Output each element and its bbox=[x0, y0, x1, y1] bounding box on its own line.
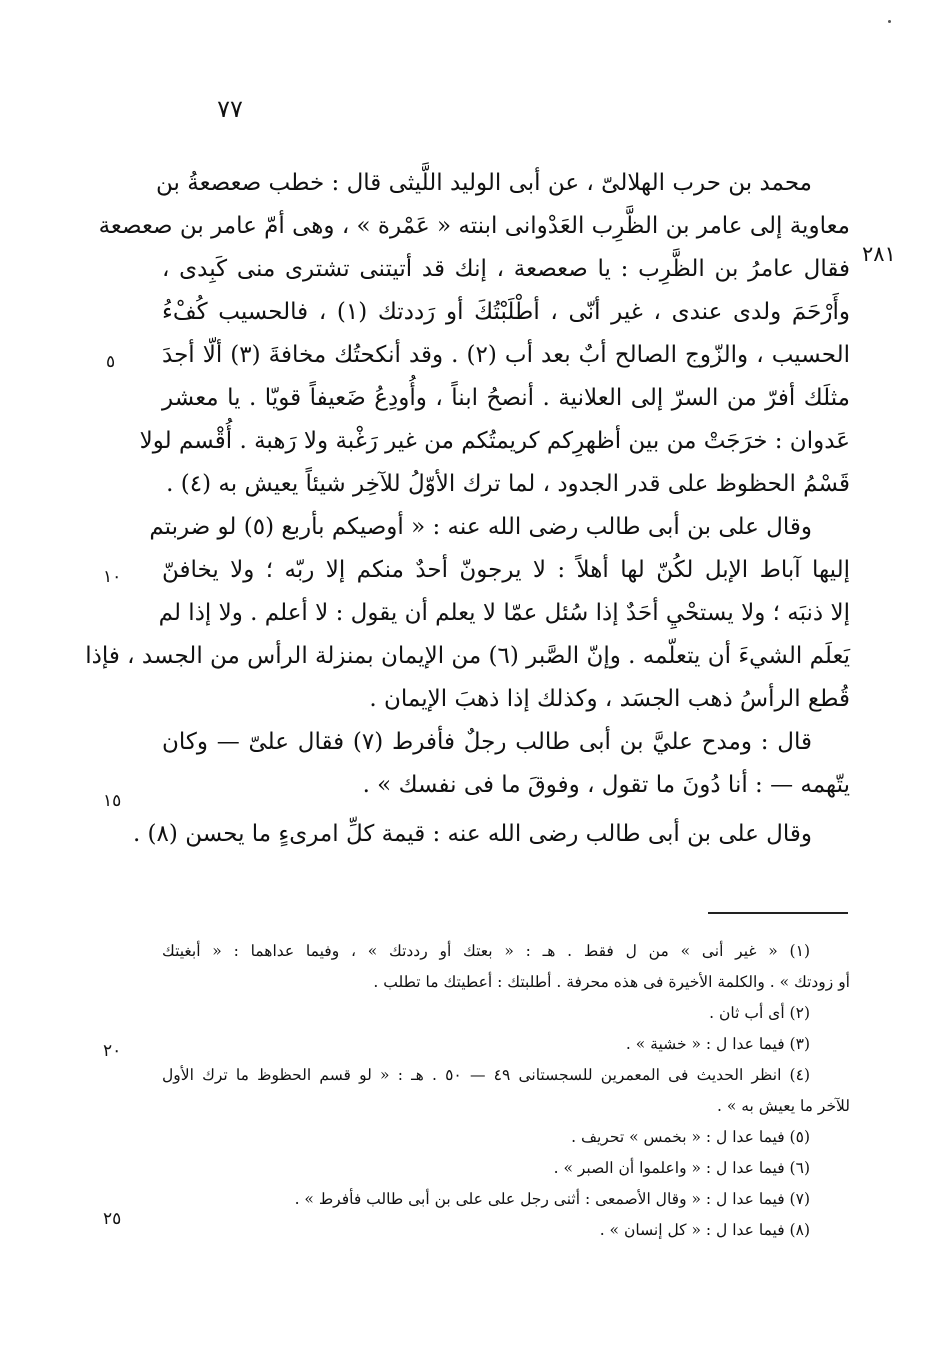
body-line-3: فقال عامرُ بن الظَّرِب : يا صعصعة ، إنك قد أتيتنى تشترى منى كَبِدى ، bbox=[162, 256, 850, 282]
margin-entry-number: ٢٨١ bbox=[862, 242, 896, 266]
margin-line-number-20: ٢٠ bbox=[103, 1041, 122, 1061]
body-line-15: يتّهمه — : أنا دُونَ ما تقول ، وفوقَ ما فى نفسك » . bbox=[362, 772, 850, 798]
body-line-14: قال : ومدح عليَّ بن أبى طالب رجلٌ فأفرط (٧) فقال علىّ — وكان bbox=[162, 729, 812, 755]
body-line-7: عَدوان : خرَجَتْ من بين أظهرِكم كريمتُكم من غير رَغْبة ولا رَهبة . أُقْسم لولا bbox=[139, 428, 850, 454]
body-line-9: وقال على بن أبى طالب رضى الله عنه : « أوصيكم بأربع (٥) لو ضربتم bbox=[149, 514, 812, 540]
body-line-11: إلا ذنبَه ؛ ولا يستحْيِ أحَدٌ إذا سُئل عمّا لا يعلم أن يقول : لا أعلم . ولا إذا لم bbox=[158, 600, 850, 626]
body-line-2: معاوية إلى عامر بن الظَّرِب العَدْوانى ابنته « عَمْرة » ، وهى أمّ عامر بن صعصعة bbox=[98, 213, 850, 239]
footnote-line-8: (٦) فيما عدا ل : « واعلموا أن الصبر » . bbox=[553, 1159, 810, 1177]
page-number: ٧٧ bbox=[217, 95, 243, 123]
footnote-line-1: (١) « غير أنى » من ل فقط . هـ : « بعتك أو رددتك » ، وفيما عداهما : « أبغيتك bbox=[162, 942, 810, 960]
body-line-5: الحسيب ، والزّوج الصالح أبٌ بعد أب (٢) . وقد أنكحتُك مخافةَ (٣) ألّا أجدَ bbox=[162, 342, 850, 368]
footnote-line-2: أو زودتك » . والكلمة الأخيرة فى هذه محرفة . أطلبتك : أعطيتك ما تطلب . bbox=[373, 973, 850, 991]
footnote-line-3: (٢) أى أب ثان . bbox=[709, 1004, 810, 1022]
footnote-separator-rule bbox=[708, 912, 848, 914]
footnote-line-5: (٤) انظر الحديث فى المعمرين للسجستانى ٤٩ — ٥٠ . هـ : « لو قسم الحظوظ ما ترك الأول bbox=[162, 1066, 810, 1084]
footnote-line-4: (٣) فيما عدا ل : « خشية » . bbox=[625, 1035, 810, 1053]
body-line-16: وقال على بن أبى طالب رضى الله عنه : قيمة كلِّ امرىءٍ ما يحسن (٨) . bbox=[132, 821, 812, 847]
footnote-line-6: للآخر ما يعيش به » . bbox=[716, 1097, 850, 1115]
body-line-13: قُطع الرأسُ ذهب الجسَد ، وكذلك إذا ذهبَ الإيمان . bbox=[369, 686, 850, 712]
body-line-8: قَسْمُ الحظوظ على قدر الجدود ، لما ترك الأوّلُ للآخِر شيئاً يعيش به (٤) . bbox=[166, 471, 850, 497]
margin-line-number-5: ٥ bbox=[106, 352, 116, 372]
margin-line-number-10: ١٠ bbox=[103, 567, 122, 587]
footnote-line-7: (٥) فيما عدا ل : « بخمس » تحريف . bbox=[571, 1128, 810, 1146]
footnote-line-10: (٨) فيما عدا ل : « كل إنسان » . bbox=[599, 1221, 810, 1239]
footnotes-block bbox=[162, 936, 850, 1246]
margin-line-number-25: ٢٥ bbox=[103, 1209, 122, 1229]
body-line-4: وأَرْحَمَ ولدى عندى ، غير أنّى ، أطْلَبْتُكَ أو رَددتك (١) ، فالحسيب كُفْءُ bbox=[162, 299, 850, 325]
margin-line-number-15: ١٥ bbox=[103, 791, 122, 811]
body-line-12: يَعلَم الشيءَ أن يتعلّمه . وإنّ الصَّبر (٦) من الإيمان بمنزلة الرأس من الجسد ، فإذا bbox=[85, 643, 850, 669]
corner-dot-mark bbox=[888, 20, 891, 23]
body-line-6: مثلَك أفرّ من السرّ إلى العلانية . أنصحُ ابناً ، وأُودِعُ ضَعيفاً قويّا . يا معشر bbox=[162, 385, 850, 411]
body-line-10: إليها آباط الإبل لكُنّ لها أهلاً : لا يرجونّ أحدٌ منكم إلا ربّه ؛ ولا يخافنّ bbox=[162, 557, 850, 583]
body-line-1: محمد بن حرب الهلالىّ ، عن أبى الوليد اللَّيثى قال : خطب صعصعةُ بن bbox=[156, 170, 812, 196]
footnote-line-9: (٧) فيما عدا ل : « وقال الأصمعى : أثنى رجل على على بن أبى طالب فأفرط » . bbox=[294, 1190, 810, 1208]
